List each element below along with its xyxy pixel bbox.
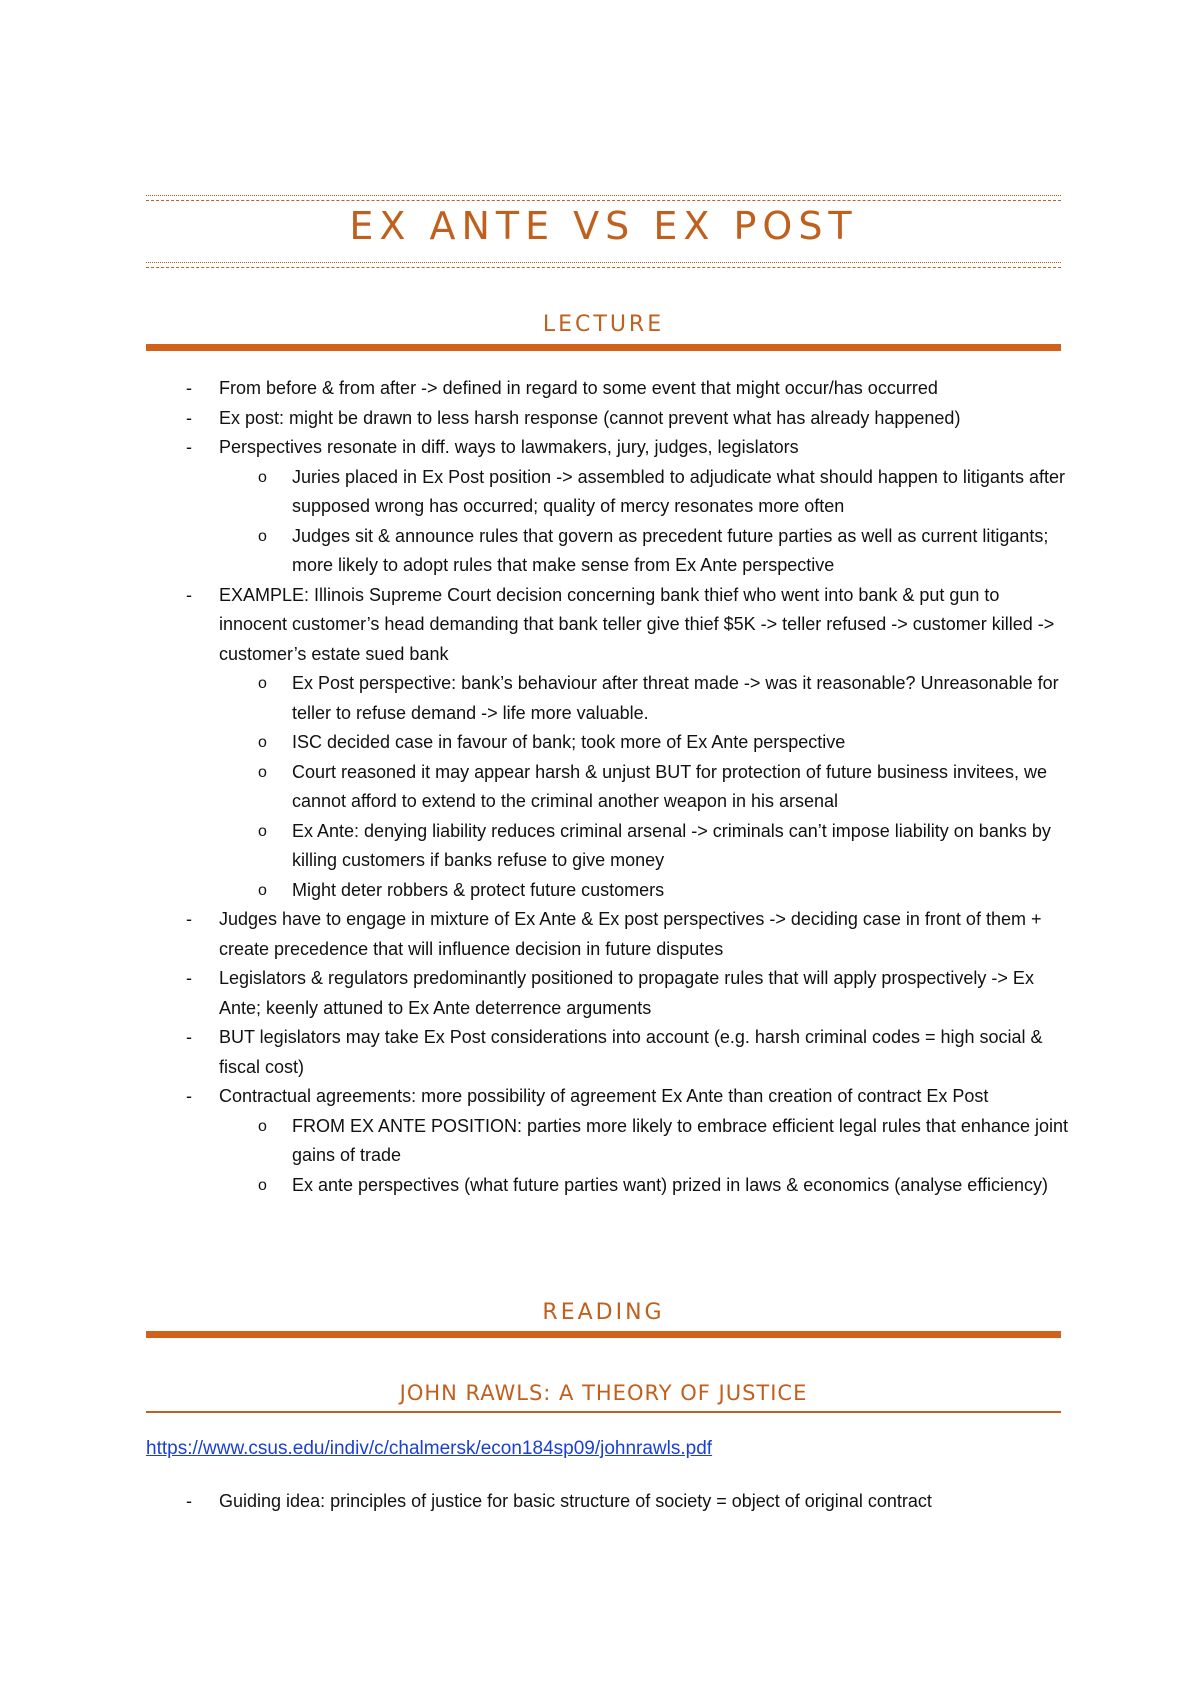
dash-bullet-icon: - bbox=[186, 1086, 192, 1106]
title-rule-top bbox=[146, 195, 1061, 201]
dash-bullet-icon: - bbox=[186, 407, 192, 428]
lecture-sub-bullet bbox=[0, 728, 1200, 758]
circle-bullet-icon: o bbox=[258, 1176, 267, 1194]
lecture-bullet bbox=[0, 404, 1200, 434]
circle-bullet-icon: o bbox=[258, 468, 267, 486]
lecture-bullet bbox=[0, 1023, 1200, 1082]
lecture-heading: LECTURE bbox=[542, 312, 665, 337]
lecture-bullet bbox=[0, 374, 1200, 404]
circle-bullet-icon: o bbox=[258, 527, 267, 545]
lecture-bullet bbox=[0, 905, 1200, 964]
dash-bullet-icon: - bbox=[186, 437, 192, 457]
bullet-text: Court reasoned it may appear harsh & unjust BUT for protection of future business invitees, we cannot afford to extend to the criminal another weapon in his arsenal bbox=[292, 761, 1048, 811]
bullet-text: Contractual agreements: more possibility of agreement Ex Ante than creation of contract Ex Post bbox=[219, 1086, 989, 1106]
lecture-sub-bullet bbox=[0, 758, 1200, 817]
document-title: EX ANTE VS EX POST bbox=[349, 204, 858, 248]
lecture-sub-bullet bbox=[0, 1171, 1200, 1201]
circle-bullet-icon: o bbox=[258, 734, 267, 751]
bullet-text: FROM EX ANTE POSITION: parties more likely to embrace efficient legal rules that enhance joint gains of trade bbox=[292, 1115, 1068, 1165]
circle-bullet-icon: o bbox=[258, 763, 267, 781]
bullet-text: EXAMPLE: Illinois Supreme Court decision concerning bank thief who went into bank & put gun to innocent customer’s head demanding that bank teller give thief $5K -> teller refused -> customer killed -> customer’s estate sued bank bbox=[219, 584, 1055, 664]
circle-bullet-icon: o bbox=[258, 881, 267, 899]
bullet-text: Ex Post perspective: bank’s behaviour after threat made -> was it reasonable? Unreasonable for teller to refuse demand -> life more valuable. bbox=[292, 673, 1059, 723]
circle-bullet-icon: o bbox=[258, 675, 267, 692]
bullet-text: Legislators & regulators predominantly positioned to propagate rules that will apply prospectively -> Ex Ante; keenly attuned to Ex Ante deterrence arguments bbox=[219, 968, 1034, 1018]
lecture-sub-bullet bbox=[0, 522, 1200, 581]
lecture-bullet bbox=[0, 964, 1200, 1023]
bullet-text: Perspectives resonate in diff. ways to lawmakers, jury, judges, legislators bbox=[219, 437, 799, 457]
dash-bullet-icon: - bbox=[186, 909, 192, 929]
bullet-text: Ex ante perspectives (what future parties want) prized in laws & economics (analyse efficiency) bbox=[292, 1174, 1049, 1195]
dash-bullet-icon: - bbox=[186, 378, 192, 398]
reading-list bbox=[0, 1487, 1200, 1517]
lecture-sub-bullet bbox=[0, 669, 1200, 728]
dash-bullet-icon: - bbox=[186, 1027, 192, 1047]
bullet-text: From before & from after -> defined in regard to some event that might occur/has occurred bbox=[219, 378, 938, 398]
reading-heading: READING bbox=[542, 1300, 665, 1325]
circle-bullet-icon: o bbox=[258, 1117, 267, 1135]
bullet-text: Ex Ante: denying liability reduces criminal arsenal -> criminals can’t impose liability on banks by killing customers if banks refuse to give money bbox=[292, 820, 1051, 870]
lecture-list bbox=[0, 374, 1200, 1200]
bullet-text: Judges sit & announce rules that govern as precedent future parties as well as current litigants; more likely to adopt rules that make sense from Ex Ante perspective bbox=[292, 525, 1049, 575]
bullet-text: Guiding idea: principles of justice for basic structure of society = object of original contract bbox=[219, 1491, 932, 1511]
lecture-sub-bullet bbox=[0, 817, 1200, 876]
reading-subheading-rule bbox=[146, 1411, 1061, 1413]
lecture-sub-bullet bbox=[0, 876, 1200, 906]
lecture-sub-bullet bbox=[0, 1112, 1200, 1171]
lecture-bullet bbox=[0, 433, 1200, 463]
bullet-text: ISC decided case in favour of bank; took more of Ex Ante perspective bbox=[292, 732, 846, 752]
title-rule-bottom bbox=[146, 262, 1061, 268]
dash-bullet-icon: - bbox=[186, 584, 192, 605]
bullet-text: Ex post: might be drawn to less harsh response (cannot prevent what has already happened) bbox=[219, 407, 961, 428]
bullet-text: Might deter robbers & protect future customers bbox=[292, 879, 665, 900]
bullet-text: Judges have to engage in mixture of Ex Ante & Ex post perspectives -> deciding case in front of them + create precedence that will influence decision in future disputes bbox=[219, 909, 1042, 959]
rawls-pdf-link[interactable]: https://www.csus.edu/indiv/c/chalmersk/econ184sp09/johnrawls.pdf bbox=[146, 1438, 713, 1459]
lecture-bullet bbox=[0, 581, 1200, 670]
reading-subheading: JOHN RAWLS: A THEORY OF JUSTICE bbox=[399, 1381, 808, 1405]
lecture-heading-bar bbox=[146, 344, 1061, 351]
bullet-text: BUT legislators may take Ex Post considerations into account (e.g. harsh criminal codes = high social & fiscal cost) bbox=[219, 1027, 1043, 1077]
bullet-text: Juries placed in Ex Post position -> assembled to adjudicate what should happen to litigants after supposed wrong has occurred; quality of mercy resonates more often bbox=[292, 466, 1065, 516]
lecture-sub-bullet bbox=[0, 463, 1200, 522]
lecture-bullet bbox=[0, 1082, 1200, 1112]
dash-bullet-icon: - bbox=[186, 1491, 192, 1511]
dash-bullet-icon: - bbox=[186, 968, 192, 988]
reading-bullet bbox=[0, 1487, 1200, 1517]
circle-bullet-icon: o bbox=[258, 822, 267, 840]
reading-heading-bar bbox=[146, 1331, 1061, 1338]
